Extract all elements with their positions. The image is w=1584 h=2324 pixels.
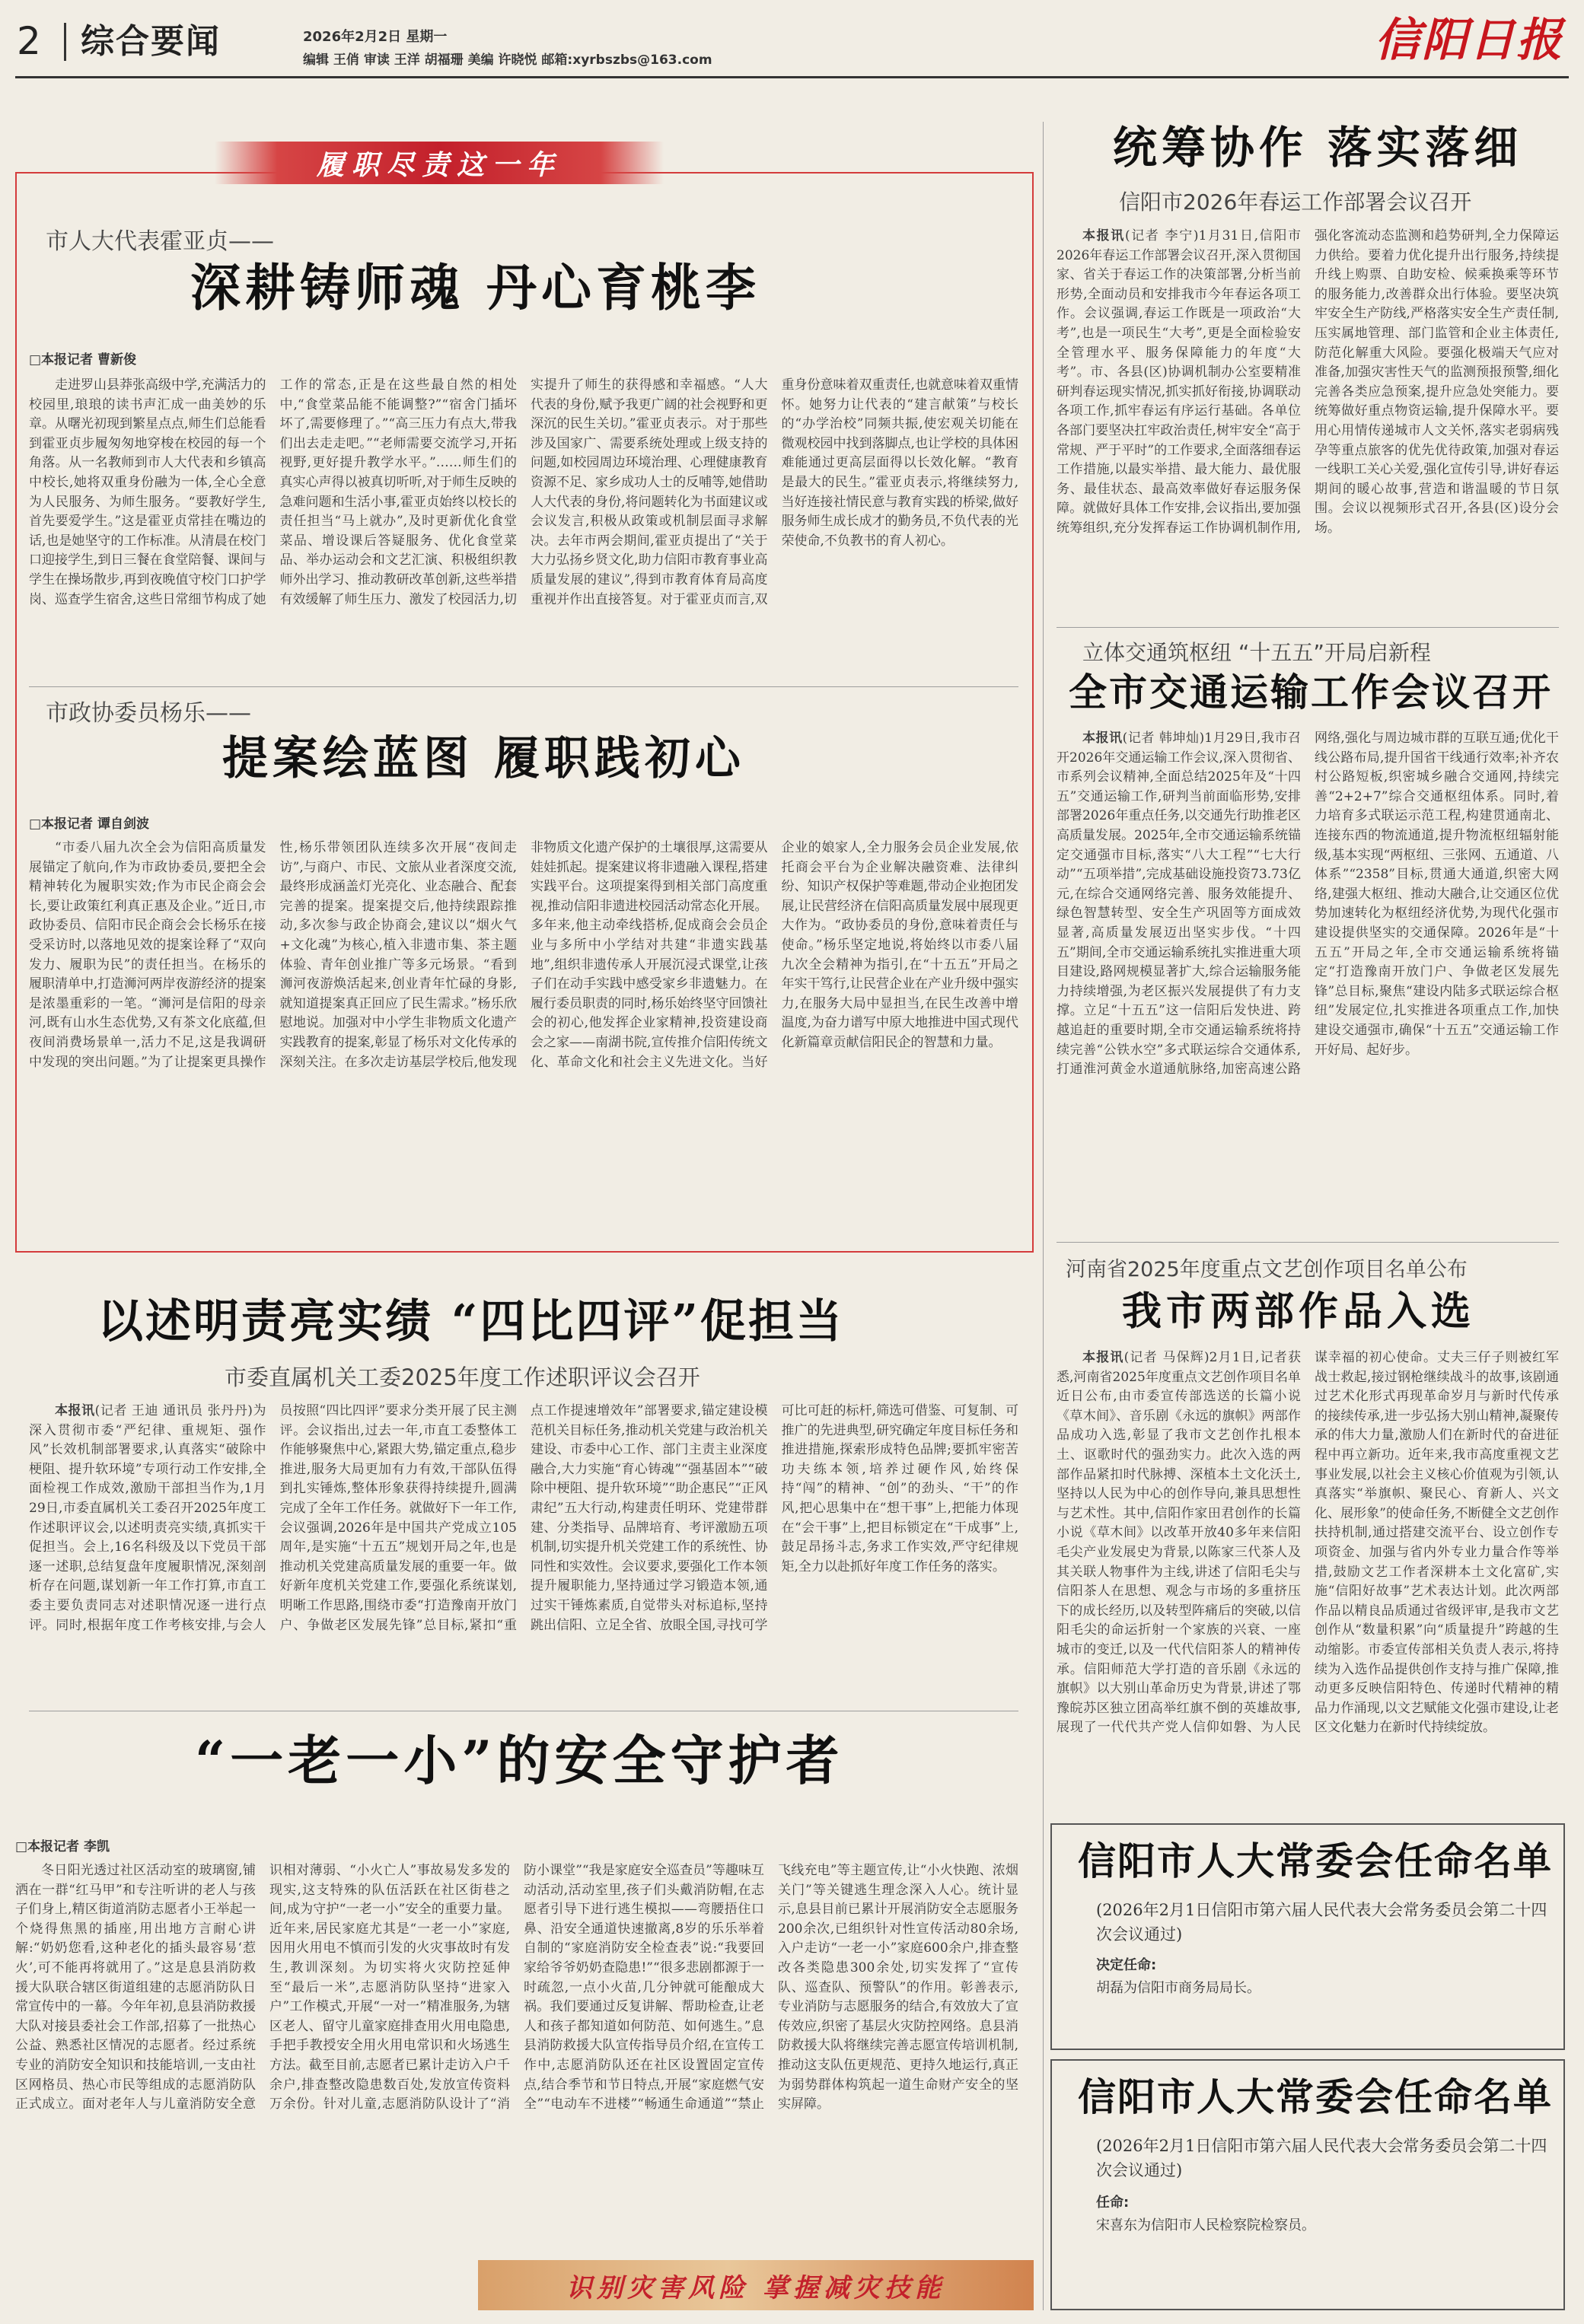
story4-byline: □本报记者 李凯 [15, 1839, 110, 1854]
story1-byline: □本报记者 曹新俊 [29, 352, 136, 368]
notice2-title: 信阳市人大常委会任命名单 [1078, 2074, 1553, 2119]
story6-body [1057, 729, 1559, 1231]
story4-headline: “一老一小”的安全守护者 [195, 1729, 844, 1792]
story5-subtitle: 信阳市2026年春运工作部署会议召开 [1119, 189, 1472, 215]
safety-banner-text: 识别灾害风险 掌握减灾技能 [566, 2272, 945, 2303]
divider-story7 [1057, 1242, 1559, 1243]
notice2-content: 宋喜东为信阳市人民检察院检察员。 [1096, 2217, 1315, 2233]
story1-text: 走进罗山县莽张高级中学,充满活力的校园里,琅琅的读书声汇成一曲美妙的乐章。从曙光初现到繁星点点,师生们总能看到霍亚贞步履匆匆地穿梭在校园的每一个角落。从一名教师到市人大代表和乡镇高中校长,她将双重身份融为一体,全心全意为人民服务、为师生服务。“要教好学生,首先要爱学生。”这是霍亚贞常挂在嘴边的话,也是她坚守的工作标准。从清晨在校门口迎接学生,到日三餐在食堂陪餐、课间与学生在操场散步,再到夜晚值守校门口护学岗、巡查学生宿舍,这些日常细节构成了她工作的常态,正是在这些最自然的相处中,“食堂菜品能不能调整?”“宿舍门插坏坏了,需要修理了。”“高三压力有点大,带我们出去走走吧。”“老师需要交流学习,开拓视野,更好提升教学水平。”……师生们的真实心声得以被真切听听,对于师生反映的急难问题和生活小事,霍亚贞始终以校长的责任担当“马上就办”,及时更新优化食堂菜品、增设课后答疑服务、优化食堂菜品、举办运动会和文艺汇演、积极组织教师外出学习、推动教研改革创新,这些举措有效缓解了师生压力、激发了校园活力,切实提升了师生的获得感和幸福感。“人大代表的身份,赋予我更广阔的社会视野和更深沉的民生关切。”霍亚贞表示。对于那些涉及国家广、需要系统处理或上级支持的问题,如校园周边环境治理、心理健康教育资源不足、家乡成功人士的反哺等,她借助人大代表的身份,将问题转化为书面建议或会议发言,积极从政策或机制层面寻求解决。去年市两会期间,霍亚贞提出了“关于大力弘扬乡贤文化,助力信阳市教育事业高质量发展的建议”,得到市教育体育局高度重视并作出直接答复。对于霍亚贞而言,双重身份意味着双重责任,也就意味着双重情怀。她努力让代表的“建言献策”与校长的“办学治校”同频共振,使宏观关切能在微观校园中找到落脚点,也让学校的具体困难能通过更高层面得以长效化解。“教育是最大的民生。”霍亚贞表示,将继续努力,当好连接社情民意与教育实践的桥梁,做好服务师生成长成才的勤务员,不负代表的光荣使命,不负教书的育人初心。 [29, 377, 1018, 607]
story3-subtitle: 市委直属机关工委2025年度工作述职评议会召开 [225, 1364, 700, 1390]
story6-byline: 本报讯 [1082, 731, 1123, 746]
feature-inner-divider [29, 686, 1018, 687]
story7-text: 本报讯(记者 马保辉)2月1日,记者获悉,河南省2025年度重点文艺创作项目名单近日公布,由市委宣传部选送的长篇小说《草木间》、音乐剧《永远的旗帜》两部作品成功入选,彰显了我市文艺创作扎根本土、讴歌时代的强劲实力。此次入选的两部作品紧扣时代脉搏、深植本土文化沃土,坚持以人民为中心的创作导向,兼具思想性与艺术性。其中,信阳作家田君创作的长篇小说《草木间》以改革开放40多年来信阳毛尖产业发展史为背景,以陈家三代茶人及其关联人物事件为主线,讲述了信阳毛尖与信阳茶人在思想、观念与市场的多重挤压下的成长经历,以及转型阵痛后的突破,以信阳毛尖的命运折射一个家族的兴衰、一座城市的变迁,以及一代代信阳茶人的精神传承。信阳师范大学打造的音乐剧《永远的旗帜》以大别山革命历史为背景,讲述了鄂豫皖苏区独立团高举红旗不倒的英雄故事,展现了一代代共产党人信仰如磐、为人民谋幸福的初心使命。丈夫三仔子则被红军战士救起,接过钢枪继续战斗的故事,该剧通过艺术化形式再现革命岁月与新时代传承的接续传承,进一步弘扬大别山精神,凝聚传承的伟大力量,激励人们在新时代的奋进征程中再立新功。近年来,我市高度重视文艺事业发展,以社会主义核心价值观为引领,认真落实“举旗帜、聚民心、育新人、兴文化、展形象”的使命任务,不断健全文艺创作扶持机制,通过搭建交流平台、设立创作专项资金、加强与省内外专业力量合作等举措,鼓励文艺工作者深耕本土文化富矿,实施“信阳好故事”艺术表达计划。此次两部作品以精良品质通过省级评审,是我市文艺创作从“数量积累”向“质量提升”跨越的生动缩影。市委宣传部相关负责人表示,将持续为入选作品提供创作支持与推广保障,推动更多反映信阳特色、传递时代精神的精品力作涌现,以文艺赋能文化强市建设,让老区文化魅力在新时代持续绽放。 [1057, 1350, 1559, 1736]
story6-text: 本报讯(记者 韩坤灿)1月29日,我市召开2026年交通运输工作会议,深入贯彻省、市系列会议精神,全面总结2025年及“十四五”交通运输工作,研判当前面临形势,安排部署2026年重点任务,以交通先行助推老区高质量发展。2025年,全市交通运输系统锚定交通强市目标,落实“八大工程”“七大行动”“五项举措”,完成基础设施投资73.73亿元,在综合交通网络完善、服务效能提升、绿色智慧转型、安全生产巩固等方面成效显著,高质量发展迈出坚实步伐。“十四五”期间,全市交通运输系统扎实推进重大项目建设,路网规模显著扩大,综合运输服务能力持续增强,为老区振兴发展提供了有力支撑。立足“十五五”这一信阳后发快进、跨越追赶的重要时期,全市交通运输系统将持续完善“公铁水空”多式联运综合交通体系,打通淮河黄金水道通航脉络,加密高速公路网络,强化与周边城市群的互联互通;优化干线公路布局,提升国省干线通行效率;补齐农村公路短板,织密城乡融合交通网,持续完善“2+2+7”综合交通枢纽体系。同时,着力培育多式联运示范工程,构建贯通南北、连接东西的物流通道,提升物流枢纽辐射能级,基本实现“两枢纽、三张网、五通道、八体系”“2358”目标,贯通大通道,织密大网络,建强大枢纽、推动大融合,让交通区位优势加速转化为枢纽经济优势,为现代化强市建设提供坚实的交通保障。2026年是“十五五”开局之年,全市交通运输系统将锚定“打造豫南开放门户、争做老区发展先锋”总目标,聚焦“建设内陆多式联运综合枢纽”发展定位,扎实推进各项重点工作,加快建设交通强市,确保“十五五”交通运输工作开好局、起好步。 [1057, 731, 1559, 1078]
story7-body [1057, 1348, 1559, 1805]
feature-banner [215, 142, 664, 184]
story2-body [29, 839, 1018, 1239]
story5-byline: 本报讯 [1082, 228, 1125, 244]
story1-kicker: 市人大代表霍亚贞—— [46, 228, 274, 255]
story4-body [15, 1861, 1018, 2260]
notice2-basis: (2026年2月1日信阳市第六届人民代表大会常务委员会第二十四次会议通过) [1096, 2137, 1547, 2179]
notice1-content: 胡磊为信阳市商务局局长。 [1096, 1980, 1261, 1996]
date-line: 2026年2月2日 星期一 [303, 29, 448, 45]
story3-byline: 本报讯 [55, 1403, 95, 1418]
story7-kicker: 河南省2025年度重点文艺创作项目名单公布 [1066, 1258, 1468, 1281]
story3-text: 本报讯(记者 王迪 通讯员 张丹丹)为深入贯彻市委“严纪律、重规矩、强作风”长效机制部署要求,认真落实“破除中梗阻、提升软环境”专项行动工作安排,全面检视工作成效,激励干部担当作为,1月29日,市委直属机关工委召开2025年度工作述职评议会,以述明责亮实绩,真抓实干促担当。会上,16名科级及以下党员干部逐一述职,总结复盘年度履职情况,深刻剖析存在问题,谋划新一年工作打算,市直工委主要负责同志对述职情况逐一进行点评。同时,根据年度工作考核安排,与会人员按照“四比四评”要求分类开展了民主测评。会议指出,过去一年,市直工委整体工作能够聚焦中心,紧跟大势,锚定重点,稳步推进,服务大局更加有力有效,干部队伍得到扎实锤炼,整体形象获得持续提升,圆满完成了全年工作任务。就做好下一年工作,会议强调,2026年是中国共产党成立105周年,是实施“十五五”规划开局之年,也是推动机关党建高质量发展的重要一年。做好新年度机关党建工作,要强化系统谋划,明晰工作思路,围绕市委“打造豫南开放门户、争做老区发展先锋”总目标,紧扣“重点工作提速增效年”部署要求,锚定建设模范机关目标任务,推动机关党建与政治机关建设、市委中心工作、部门主责主业深度融合,大力实施“育心铸魂”“强基固本”“破除中梗阻、提升软环境”“助企惠民”“正风肃纪”五大行动,构建责任明环、党建带群建、分类指导、品牌培育、考评激励五项机制,切实提升机关党建工作的系统性、协同性和实效性。会议要求,要强化工作本领提升履职能力,坚持通过学习锻造本领,通过实干锤炼素质,自觉带头对标追标,坚持跳出信阳、立足全省、放眼全国,寻找可学可比可赶的标杆,筛选可借鉴、可复制、可推广的先进典型,研究确定年度目标任务和推进措施,探索形成特色品牌;要抓牢密苦功夫练本领,培养过硬作风,始终保持“闯”的精神、“创”的劲头、“干”的作风,把心思集中在“想干事”上,把能力体现在“会干事”上,把目标锁定在“干成事”上,鼓足昂扬斗志,务求工作实效,严守纪律规矩,全力以赴抓好年度工作任务的落实。 [29, 1403, 1018, 1633]
story3-headline: 以述明责亮实绩 “四比四评”促担当 [97, 1295, 844, 1348]
staff-line: 编辑 王俏 审读 王洋 胡福珊 美编 许晓悦 邮箱:xyrbszbs@163.com [303, 53, 712, 68]
story6-headline: 全市交通运输工作会议召开 [1069, 670, 1553, 715]
story2-headline: 提案绘蓝图 履职践初心 [222, 732, 745, 785]
section-name: 综合要闻 [81, 22, 221, 61]
page-number: 2 [17, 19, 41, 63]
story4-text: 冬日阳光透过社区活动室的玻璃窗,铺洒在一群“红马甲”和专注听讲的老人与孩子们身上,精区街道消防志愿者小王举起一个烧得焦黑的插座,用出地方言耐心讲解:“奶奶您看,这种老化的插头最容易‘惹火’,可不能再将就用了。”这是息县消防救援大队联合辖区街道组建的志愿消防队日常宣传中的一幕。今年年初,息县消防救援大队对接县委社会工作部,招募了一批热心公益、熟悉社区情况的志愿者。经过系统专业的消防安全知识和技能培训,一支由社区网格员、热心市民等组成的志愿消防队正式成立。面对老年人与儿童消防安全意识相对薄弱、“小火亡人”事故易发多发的现实,这支特殊的队伍活跃在社区街巷之间,成为守护“一老一小”安全的重要力量。近年来,居民家庭尤其是“一老一小”家庭,因用火用电不慎而引发的火灾事故时有发生,教训深刻。为切实将火灾防控延伸至“最后一米”,志愿消防队坚持“进家入户”工作模式,开展“一对一”精准服务,为辖区老人、留守儿童家庭排查用火用电隐患,手把手教授安全用火用电常识和火场逃生方法。截至目前,志愿者已累计走访入户千余户,排查整改隐患数百处,发放宣传资料万余份。针对儿童,志愿消防队设计了“消防小课堂”“我是家庭安全巡查员”等趣味互动活动,活动室里,孩子们头戴消防帽,在志愿者引导下进行逃生模拟——弯腰捂住口鼻、沿安全通道快速撤离,8岁的乐乐举着自制的“家庭消防安全检查表”说:“我要回家给爷爷奶奶查隐患!”“很多悲剧都源于一时疏忽,一点小火苗,几分钟就可能酿成大祸。我们要通过反复讲解、帮助检查,让老人和孩子都知道如何防范、如何逃生。”息县消防救援大队宣传指导员介绍,在宣传工作中,志愿消防队还在社区设置固定宣传点,结合季节和节日特点,开展“家庭燃气安全”“电动车不进楼”“畅通生命通道”“禁止飞线充电”等主题宣传,让“小火快跑、浓烟关门”等关键逃生理念深入人心。统计显示,息县目前已累计开展消防安全志愿服务200余次,已组织针对性宣传活动80余场,入户走访“一老一小”家庭600余户,排查整改各类隐患300余处,切实发挥了“宣传队、巡查队、预警队”的作用。彰善表示,专业消防与志愿服务的结合,有效放大了宣传效应,织密了基层火灾防控网络。息县消防救援大队将继续完善志愿宣传培训机制,推动这支队伍更规范、更持久地运行,真正为弱势群体构筑起一道生命财产安全的坚实屏障。 [15, 1863, 1018, 2112]
divider-story6 [1057, 627, 1559, 628]
story6-kicker: 立体交通筑枢纽 “十五五”开局启新程 [1082, 640, 1431, 665]
story3-body [29, 1402, 1018, 1702]
masthead-divider [64, 23, 66, 61]
notice2-label: 任命: [1096, 2195, 1130, 2211]
paper-logo: 信阳日报 [1375, 14, 1563, 67]
story1-body [29, 376, 1018, 670]
feature-banner-text: 履职尽责这一年 [316, 148, 562, 181]
story7-byline: 本报讯 [1082, 1350, 1124, 1365]
masthead-rule [15, 76, 1569, 78]
story2-text: “市委八届九次全会为信阳高质量发展锚定了航向,作为市政协委员,要把全会精神转化为履职实效;作为市民企商会会长,要让政策红利真正惠及企业。”近日,市政协委员、信阳市民企商会会长杨乐在接受采访时,以落地见效的提案诠释了“双向发力、履职为民”的责任担当。在杨乐的履职清单中,打造浉河两岸夜游经济的提案是浓墨重彩的一笔。“浉河是信阳的母亲河,既有山水生态优势,又有茶文化底蕴,但夜间消费场景单一,活力不足,这是我调研中发现的突出问题。”为了让提案更具操作性,杨乐带领团队连续多次开展“夜间走访”,与商户、市民、文旅从业者深度交流,最终形成涵盖灯光亮化、业态融合、配套完善的提案。提案提交后,他持续跟踪推动,多次参与政企协商会,建议以“烟火气+文化魂”为核心,植入非遗市集、茶主题体验、青年创业推广等多元场景。“看到浉河夜游焕活起来,创业青年忙碌的身影,就知道提案真正回应了民生需求。”杨乐欣慰地说。加强对中小学生非物质文化遗产实践教育的提案,彰显了杨乐对文化传承的深刻关注。在多次走访基层学校后,他发现非物质文化遗产保护的土壤很厚,这需要从娃娃抓起。提案建议将非遗融入课程,搭建实践平台。这项提案得到相关部门高度重视,推动信阳非遗进校园活动常态化开展。多年来,他主动牵线搭桥,促成商会会员企业与多所中小学结对共建“非遗实践基地”,组织非遗传承人开展沉浸式课堂,让孩子们在动手实践中感受家乡非遗魅力。在履行委员职责的同时,杨乐始终坚守回馈社会的初心,他发挥企业家精神,投资建设商会之家——南湖书院,宣传推介信阳传统文化、革命文化和社会主义先进文化。当好企业的娘家人,全力服务会员企业发展,依托商会平台为企业解决融资难、法律纠纷、知识产权保护等难题,带动企业抱团发展,让民营经济在信阳高质量发展中展现更大作为。“政协委员的身份,意味着责任与使命。”杨乐坚定地说,将始终以市委八届九次全会精神为指引,在“十五五”开局之年实干笃行,让民营企业在产业升级中强实力,在服务大局中显担当,在民生改善中增温度,为奋力谱写中原大地推进中国式现代化新篇章贡献信阳民企的智慧和力量。 [29, 840, 1018, 1070]
story7-headline: 我市两部作品入选 [1122, 1288, 1476, 1335]
notice1-basis: (2026年2月1日信阳市第六届人民代表大会常务委员会第二十四次会议通过) [1096, 1901, 1547, 1944]
notice1-label: 决定任命: [1096, 1957, 1157, 1973]
story5-text: 本报讯(记者 李宁)1月31日,信阳市2026年春运工作部署会议召开,深入贯彻国家、省关于春运工作的决策部署,分析当前形势,全面动员和安排我市今年春运各项工作。会议强调,春运工作既是一项政治“大考”,也是一项民生“大考”,更是全面检验安全管理水平、服务保障能力的年度“大考”。市、各县(区)协调机制办公室要精准研判春运现实情况,抓实抓好衔接,协调联动各项工作,抓牢春运有序运行基础。各单位各部门要坚决扛牢政治责任,树牢安全“高于常规、严于平时”的工作要求,全面落细春运工作措施,以最实举措、最大能力、最优服务、最佳状态、最高效率做好春运服务保障。就做好具体工作安排,会议指出,要加强统筹组织,充分发挥春运工作协调机制作用,强化客流动态监测和趋势研判,全力保障运力供给。要着力优化提升出行服务,持续提升线上购票、自助安检、候乘换乘等环节的服务能力,改善群众出行体验。要坚决筑牢安全生产防线,严格落实安全生产责任制,压实属地管理、部门监管和企业主体责任,防范化解重大风险。要强化极端天气应对准备,加强灾害性天气的监测预报预警,细化完善各类应急预案,提升应急处突能力。要统筹做好重点物资运输,提升保障水平。要用心用情传递城市人文关怀,落实老弱病残孕等重点旅客的优先优待政策,加强对春运一线职工关心关爱,强化宣传引导,讲好春运期间的暖心故事,营造和谐温暖的节日氛围。会议以视频形式召开,各县(区)设分会场。 [1057, 228, 1559, 536]
story5-headline: 统筹协作 落实落细 [1113, 122, 1523, 174]
story2-kicker: 市政协委员杨乐—— [46, 700, 251, 727]
story1-headline: 深耕铸师魂 丹心育桃李 [190, 258, 760, 317]
right-column-rule [1043, 122, 1044, 2310]
notice1-title: 信阳市人大常委会任命名单 [1078, 1839, 1553, 1883]
story2-byline: □本报记者 谭自剑波 [29, 817, 149, 832]
story5-body [1057, 227, 1559, 615]
safety-banner [478, 2260, 1034, 2310]
